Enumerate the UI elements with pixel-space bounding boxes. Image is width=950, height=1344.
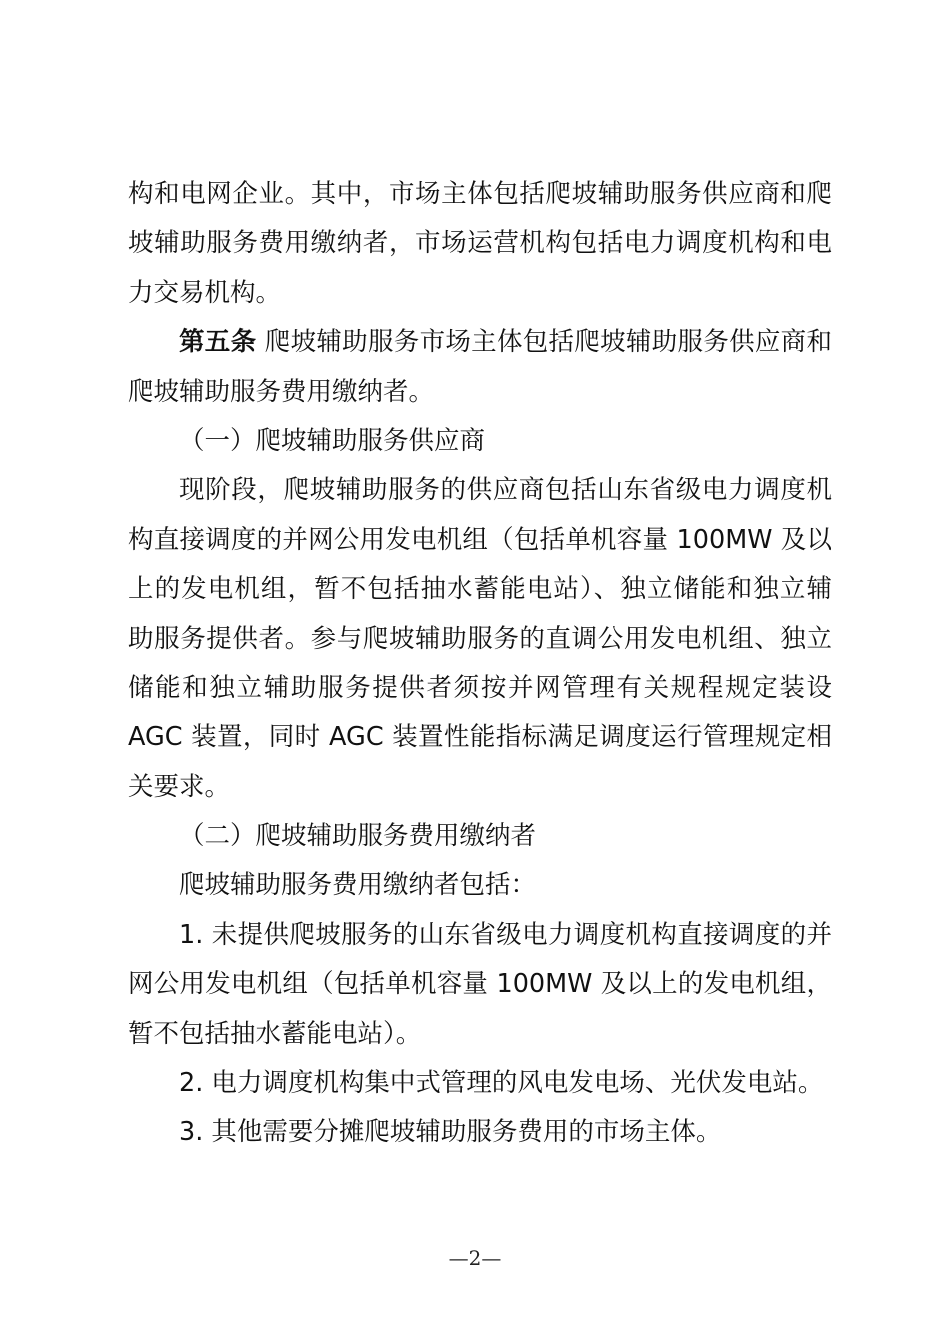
- text-line: 构直接调度的并网公用发电机组（包括单机容量 100MW 及以: [128, 524, 832, 555]
- text-line: 暂不包括抽水蓄能电站）。: [128, 1018, 422, 1049]
- text-line: 储能和独立辅助服务提供者须按并网管理有关规程规定装设: [128, 672, 832, 703]
- text-line: 坡辅助服务费用缴纳者，市场运营机构包括电力调度机构和电: [128, 228, 832, 259]
- section-heading: （一）爬坡辅助服务供应商: [179, 425, 486, 456]
- document-body: [128, 170, 832, 1158]
- text-line: 上的发电机组，暂不包括抽水蓄能电站）、独立储能和独立辅: [128, 574, 832, 605]
- text-line: AGC 装置，同时 AGC 装置性能指标满足调度运行管理规定相: [128, 722, 832, 753]
- article-label: 第五条: [179, 327, 257, 358]
- list-item: 2. 电力调度机构集中式管理的风电发电场、光伏发电站。: [179, 1068, 824, 1099]
- list-item: 1. 未提供爬坡服务的山东省级电力调度机构直接调度的并: [179, 919, 832, 950]
- text-line: 爬坡辅助服务费用缴纳者。: [128, 376, 435, 407]
- list-item: 3. 其他需要分摊爬坡辅助服务费用的市场主体。: [179, 1117, 722, 1148]
- text-line: 力交易机构。: [128, 277, 282, 308]
- page-number: —2—: [448, 1246, 502, 1270]
- text-line: 助服务提供者。参与爬坡辅助服务的直调公用发电机组、独立: [128, 623, 832, 654]
- text-line: 爬坡辅助服务费用缴纳者包括：: [179, 870, 537, 901]
- article-paragraph: [128, 318, 832, 367]
- text-line: 现阶段，爬坡辅助服务的供应商包括山东省级电力调度机: [179, 475, 832, 506]
- text-line: 网公用发电机组（包括单机容量 100MW 及以上的发电机组，: [128, 969, 832, 1000]
- section-heading: （二）爬坡辅助服务费用缴纳者: [179, 821, 537, 852]
- text-line: 爬坡辅助服务市场主体包括爬坡辅助服务供应商和: [264, 327, 832, 358]
- text-line: 构和电网企业。其中，市场主体包括爬坡辅助服务供应商和爬: [128, 179, 832, 209]
- text-line: 关要求。: [128, 771, 231, 802]
